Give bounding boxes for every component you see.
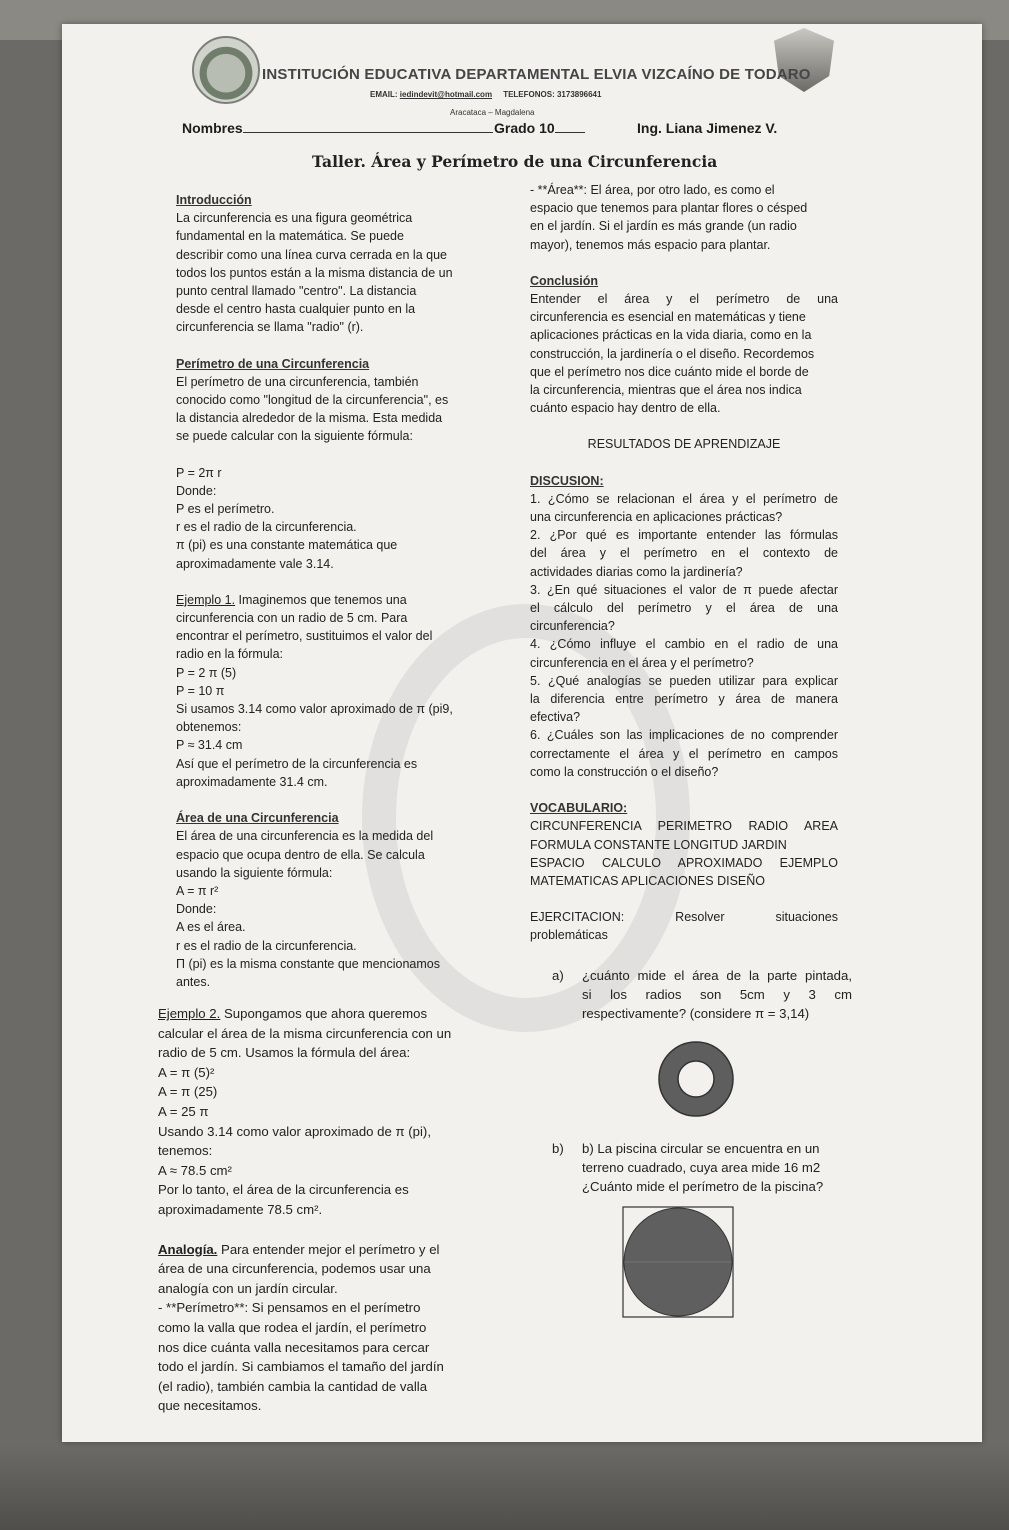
text-line: aplicaciones prácticas en la vida diaria, como en la	[530, 328, 812, 343]
grade-field[interactable]	[494, 120, 585, 136]
text-line: Para entender mejor el perímetro y el	[217, 1241, 440, 1257]
text-line: (el radio), también cambia la cantidad de valla	[158, 1378, 428, 1394]
background-bottom	[0, 1440, 1009, 1530]
question-line: terreno cuadrado, cuya area mide 16 m2	[582, 1160, 821, 1175]
teacher-name: Ing. Liana Jimenez V.	[637, 120, 778, 136]
text-line: desde el centro hasta cualquier punto en la	[176, 302, 416, 317]
text-line: la distancia alrededor de la misma. Esta medida	[176, 411, 443, 426]
text-line: todos los puntos están a la misma distancia de un	[176, 265, 453, 280]
city-line: Aracataca – Magdalena	[450, 108, 535, 117]
text-line: tenemos:	[158, 1143, 213, 1159]
text-line: P es el perímetro.	[176, 502, 275, 517]
text-line: La circunferencia es una figura geométrica	[176, 211, 413, 226]
question-line: respectivamente? (considere π = 3,14)	[582, 1006, 810, 1021]
text-line: A = 25 π	[158, 1103, 209, 1119]
text-line: Entender el área y el perímetro de una	[530, 292, 838, 307]
school-name: INSTITUCIÓN EDUCATIVA DEPARTAMENTAL ELVIA VIZCAÍNO DE TODARO	[262, 66, 811, 83]
text-line: aproximadamente 31.4 cm.	[176, 774, 328, 789]
text-line: - **Perímetro**: Si pensamos en el perímetro	[158, 1300, 421, 1316]
question-b	[552, 1139, 852, 1196]
email-address: iedindevit@hotmail.com	[399, 90, 493, 99]
question-line: 2. ¿Por qué es importante entender las fórmulas	[530, 528, 838, 543]
text-line: punto central llamado "centro". La distancia	[176, 284, 417, 299]
example2-first-line	[158, 1004, 498, 1024]
example1-label: Ejemplo 1.	[176, 592, 236, 607]
text-line: calcular el área de la misma circunferencia con un	[158, 1025, 452, 1041]
question-line: correctamente el área y el perímetro en campos	[530, 746, 838, 761]
text-line: la circunferencia, mientras que el área nos indica	[530, 383, 802, 398]
analogy-first-line	[158, 1240, 498, 1260]
question-line: el cálculo del perímetro y el área de una	[530, 601, 838, 616]
intro-heading: Introducción	[176, 193, 252, 207]
email-label: EMAIL:	[370, 90, 398, 99]
text-line: circunferencia se llama "radio" (r).	[176, 320, 364, 335]
text-line: todo el jardín. Si cambiamos el tamaño del jardín	[158, 1359, 444, 1375]
example2-label: Ejemplo 2.	[158, 1006, 221, 1021]
text-line: Usando 3.14 como valor aproximado de π (pi),	[158, 1123, 431, 1139]
grade-label: Grado 10	[494, 120, 555, 136]
question-line: la diferencia entre perímetro y área de manera	[530, 692, 838, 707]
text-line: que necesitamos.	[158, 1398, 262, 1414]
text-line: El área de una circunferencia es la medida del	[176, 829, 434, 844]
perimeter-heading: Perímetro de una Circunferencia	[176, 356, 370, 371]
question-line: 6. ¿Cuáles son las implicaciones de no comprender	[530, 728, 838, 743]
discussion-heading: DISCUSION:	[530, 473, 604, 488]
text-line: A ≈ 78.5 cm²	[158, 1162, 232, 1178]
question-line: circunferencia en el área y el perímetro?	[530, 655, 754, 670]
text-line: A = π (5)²	[158, 1064, 215, 1080]
intro-text	[176, 209, 491, 336]
pool-svg	[622, 1206, 734, 1318]
text-line: aproximadamente vale 3.14.	[176, 556, 334, 571]
vocabulary-line: FORMULA CONSTANTE LONGITUD JARDIN	[530, 837, 787, 852]
text-line: fundamental en la matemática. Se puede	[176, 229, 404, 244]
text-line: antes.	[176, 974, 211, 989]
text-line: área de una circunferencia, podemos usar una	[158, 1261, 431, 1277]
shaded-ring-figure	[656, 1039, 736, 1124]
text-line: radio de 5 cm. Usamos la fórmula del área:	[158, 1045, 411, 1061]
question-line: circunferencia?	[530, 619, 615, 634]
question-line: 4. ¿Cómo influye el cambio en el radio de una	[530, 637, 838, 652]
text-line: P ≈ 31.4 cm	[176, 738, 243, 753]
names-field[interactable]	[182, 120, 493, 136]
text-line: Si usamos 3.14 como valor aproximado de π (pi9,	[176, 702, 453, 717]
text-line: - **Área**: El área, por otro lado, es como el	[530, 183, 775, 197]
right-column	[530, 181, 838, 945]
text-line: en el jardín. Si el jardín es más grande (un radio	[530, 219, 797, 234]
text-line: como la valla que rodea el jardín, el perímetro	[158, 1319, 427, 1335]
text-line: usando la siguiente fórmula:	[176, 865, 333, 880]
question-line: 5. ¿Qué analogías se pueden utilizar para explicar	[530, 673, 838, 688]
text-line: circunferencia con un radio de 5 cm. Para	[176, 611, 408, 626]
text-line: El perímetro de una circunferencia, también	[176, 374, 419, 389]
question-line: ¿cuánto mide el área de la parte pintada,	[582, 968, 852, 983]
results-heading: RESULTADOS DE APRENDIZAJE	[587, 437, 781, 452]
text-line: nos dice cuánta valla necesitamos para cercar	[158, 1339, 430, 1355]
worksheet-title: Taller. Área y Perímetro de una Circunferencia	[312, 152, 718, 171]
exercise-line: problemáticas	[530, 928, 608, 943]
text-line: se puede calcular con la siguiente fórmula:	[176, 429, 413, 444]
text-line: obtenemos:	[176, 720, 242, 735]
vocabulary-line: CIRCUNFERENCIA PERIMETRO RADIO AREA	[530, 819, 838, 834]
text-line: construcción, la jardinería o el diseño. Recordemos	[530, 346, 815, 361]
contact-line	[370, 90, 601, 99]
perimeter-formula: P = 2π r	[176, 465, 222, 480]
question-line: 1. ¿Cómo se relacionan el área y el perímetro de	[530, 491, 838, 506]
conclusion-heading: Conclusión	[530, 273, 599, 288]
vocabulary-line: ESPACIO CALCULO APROXIMADO EJEMPLO	[530, 855, 838, 870]
text-line: Π (pi) es la misma constante que mencionamos	[176, 956, 441, 971]
ring-svg	[656, 1039, 736, 1119]
question-line: una circunferencia en aplicaciones prácticas?	[530, 510, 783, 525]
question-line: ¿Cuánto mide el perímetro de la piscina?	[582, 1179, 824, 1194]
text-line: Donde:	[176, 483, 217, 498]
question-a-letter: a)	[552, 968, 564, 983]
text-line: cuánto espacio hay dentro de ella.	[530, 401, 721, 416]
text-line: Así que el perímetro de la circunferencia es	[176, 756, 418, 771]
text-line: radio en la fórmula:	[176, 647, 284, 662]
vocabulary-heading: VOCABULARIO:	[530, 801, 628, 816]
text-line: P = 10 π	[176, 683, 225, 698]
text-line: circunferencia es esencial en matemáticas y tiene	[530, 310, 806, 325]
left-column-lower	[158, 1004, 498, 1416]
left-column	[176, 191, 491, 991]
text-line: r es el radio de la circunferencia.	[176, 938, 357, 953]
text-line: espacio que tenemos para plantar flores o césped	[530, 201, 808, 216]
text-line: A es el área.	[176, 920, 246, 935]
text-line: que el perímetro nos dice cuánto mide el borde de	[530, 364, 809, 379]
text-line: describir como una línea curva cerrada en la que	[176, 247, 447, 262]
question-line: b) La piscina circular se encuentra en un	[582, 1141, 820, 1156]
question-b-letter: b)	[552, 1141, 564, 1156]
worksheet-page	[62, 24, 982, 1442]
question-line: 3. ¿En qué situaciones el valor de π puede afectar	[530, 582, 838, 597]
text-line: π (pi) es una constante matemática que	[176, 538, 398, 553]
text-line: espacio que ocupa dentro de ella. Se calcula	[176, 847, 425, 862]
example1-first-line	[176, 591, 491, 609]
phone-number: TELEFONOS: 3173896641	[503, 90, 602, 99]
question-line: actividades diarias como la jardinería?	[530, 564, 743, 579]
exercise-line: EJERCITACION: Resolver situaciones	[530, 910, 838, 925]
text-line: mayor), tenemos más espacio para plantar.	[530, 237, 771, 252]
pool-figure	[622, 1206, 734, 1323]
area-formula: A = π r²	[176, 883, 219, 898]
question-line: si los radios son 5cm y 3 cm	[582, 987, 852, 1002]
text-line: P = 2 π (5)	[176, 665, 237, 680]
text-line: analogía con un jardín circular.	[158, 1280, 338, 1296]
text-line: Donde:	[176, 902, 217, 917]
text-line: r es el radio de la circunferencia.	[176, 520, 357, 535]
vocabulary-line: MATEMATICAS APLICACIONES DISEÑO	[530, 873, 765, 888]
text-line: Supongamos que ahora queremos	[220, 1006, 428, 1021]
analogy-label: Analogía.	[158, 1241, 218, 1257]
question-a	[552, 966, 852, 1023]
inner-circle	[678, 1061, 714, 1097]
text-line: conocido como "longitud de la circunferencia", es	[176, 393, 449, 408]
school-seal-left	[192, 36, 260, 104]
question-line: efectiva?	[530, 710, 581, 725]
text-line: encontrar el perímetro, sustituimos el valor del	[176, 629, 433, 644]
text-line: aproximadamente 78.5 cm².	[158, 1201, 323, 1217]
text-line: Imaginemos que tenemos una	[235, 592, 407, 607]
text-line: A = π (25)	[158, 1084, 218, 1100]
names-label: Nombres	[182, 120, 243, 136]
area-heading: Área de una Circunferencia	[176, 811, 339, 826]
question-line: del área y el perímetro en el contexto de	[530, 546, 838, 561]
text-line: Por lo tanto, el área de la circunferencia es	[158, 1182, 409, 1198]
question-line: como la construcción o el diseño?	[530, 764, 719, 779]
